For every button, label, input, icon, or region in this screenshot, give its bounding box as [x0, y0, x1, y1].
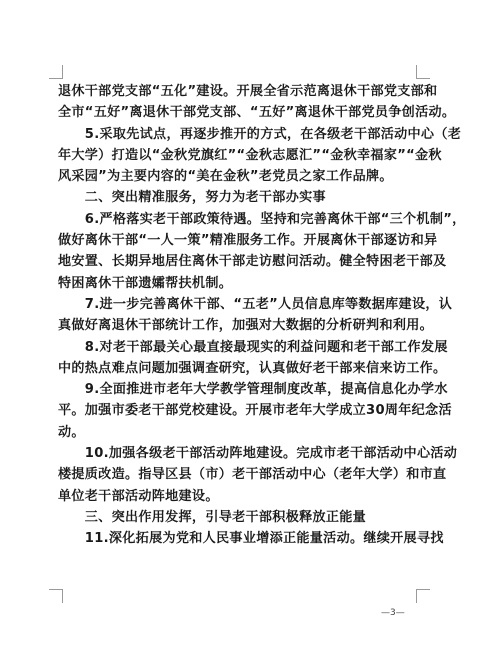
text-line: 做好离休干部“一人一策”精准服务工作。开展离休干部逐访和异 — [58, 233, 438, 249]
crop-mark-bottom-right — [416, 589, 417, 603]
text-line: 动。 — [58, 424, 85, 440]
text-line: 10.加强各级老干部活动阵地建设。完成市老干部活动中心活动 — [58, 446, 458, 462]
text-line: 9.全面推进市老年大学教学管理制度改革，提高信息化办学水 — [58, 382, 448, 398]
crop-mark-top-right — [416, 78, 430, 79]
crop-mark-top-left — [62, 65, 63, 79]
text-line: 风采园”为主要内容的“美在金秋”老党员之家工作品牌。 — [58, 169, 393, 185]
text-line: 6.严格落实老干部政策待遇。坚持和完善离休干部“三个机制”， — [58, 211, 466, 227]
text-line: 5.采取先试点，再逐步推开的方式，在各级老干部活动中心（老 — [58, 126, 462, 142]
crop-mark-top-right — [416, 65, 417, 79]
text-line: 全市“五好”离退休干部党支部、“五好”离退休干部党员争创活动。 — [58, 105, 456, 121]
section-heading: 三、突出作用发挥，引导老干部积极释放正能量 — [58, 509, 367, 525]
text-line: 退休干部党支部“五化”建设。开展全省示范离退休干部党支部和 — [58, 84, 438, 99]
text-line: 真做好离退休干部统计工作，加强对大数据的分析研判和利用。 — [58, 318, 434, 334]
crop-mark-bottom-right — [416, 589, 430, 590]
crop-mark-top-left — [49, 78, 63, 79]
page-number: —3— — [381, 608, 405, 618]
text-line: 年大学）打造以“金秋党旗红”“金秋志愿汇”“金秋幸福家”“金秋 — [58, 147, 442, 163]
text-line: 特困离休干部遗孀帮扶机制。 — [58, 275, 233, 291]
section-heading: 二、突出精准服务，努力为老干部办实事 — [58, 190, 326, 206]
text-line: 平。加强市委老干部党校建设。开展市老年大学成立30周年纪念活 — [58, 403, 452, 419]
text-line: 7.进一步完善离休干部、“五老”人员信息库等数据库建设，认 — [58, 296, 453, 312]
text-line: 单位老干部活动阵地建设。 — [58, 488, 219, 504]
crop-mark-bottom-left — [62, 589, 63, 603]
text-line: 楼提质改造。指导区县（市）老干部活动中心（老年大学）和市直 — [58, 467, 447, 483]
text-line: 11.深化拓展为党和人民事业增添正能量活动。继续开展寻找 — [58, 531, 444, 547]
text-line: 中的热点难点问题加强调查研究，认真做好老干部来信来访工作。 — [58, 360, 447, 376]
text-line: 8.对老干部最关心最直接最现实的利益问题和老干部工作发展 — [58, 339, 448, 355]
text-line: 地安置、长期异地居住离休干部走访慰问活动。健全特困老干部及 — [58, 254, 447, 270]
body-text — [58, 81, 466, 550]
crop-mark-bottom-left — [49, 589, 63, 590]
